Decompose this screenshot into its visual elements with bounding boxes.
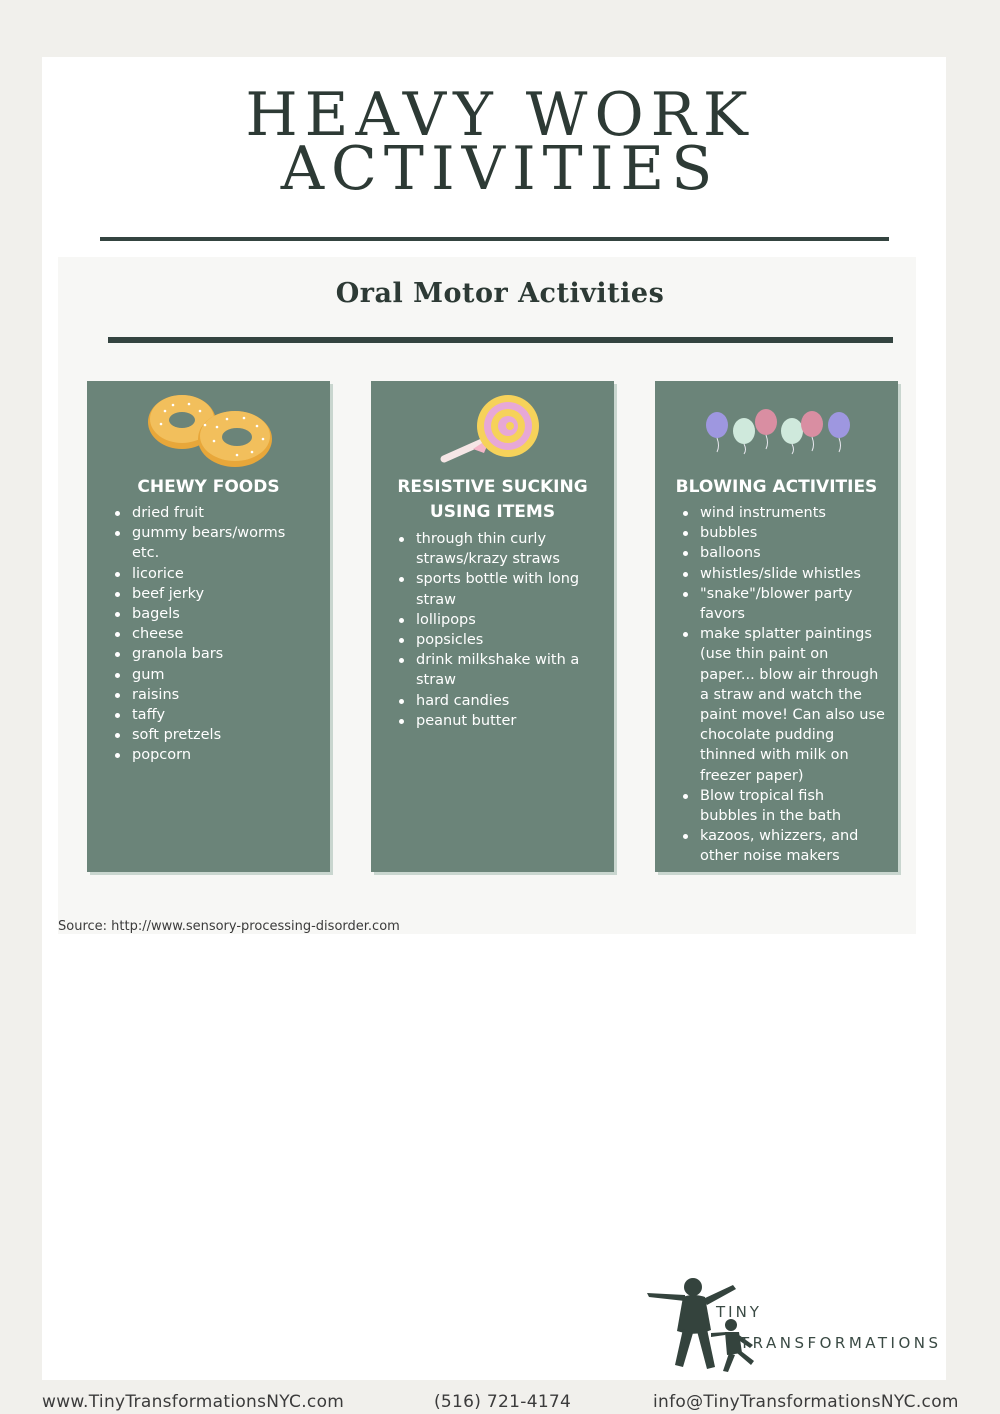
list-item: kazoos, whizzers, and other noise makers [700,826,885,866]
list-item: make splatter paintings (use thin paint on paper... blow air through a straw and watch the paint move! Can also use chocolate pudding thinned with milk on freezer paper) [700,624,885,786]
list-item: peanut butter [416,711,586,731]
source-citation: Source: http://www.sensory-processing-disorder.com [58,919,400,934]
card-list [87,503,312,766]
list-item: balloons [700,543,885,563]
list-item: drink milkshake with a straw [416,650,586,690]
list-item: raisins [132,685,312,705]
list-item: popsicles [416,630,586,650]
card-title: RESISTIVE SUCKING USING ITEMS [397,477,588,522]
lollipop-icon [371,389,614,477]
card-title: BLOWING ACTIVITIES [675,477,878,497]
page-title: HEAVY WORK ACTIVITIES [245,80,755,204]
logo-text-transformations: TRANSFORMATIONS [740,1334,942,1352]
list-item: whistles/slide whistles [700,564,885,584]
card-list [655,503,885,867]
list-item: lollipops [416,610,586,630]
list-item: beef jerky [132,584,312,604]
children-jumping-icon [645,1275,945,1375]
list-item: bubbles [700,523,885,543]
card-title: CHEWY FOODS [137,477,280,497]
list-item: bagels [132,604,312,624]
list-item: wind instruments [700,503,885,523]
list-item: granola bars [132,644,312,664]
card-blowing-activities [655,381,898,872]
bagels-icon [87,389,330,477]
footer-website[interactable]: www.TinyTransformationsNYC.com [42,1392,345,1412]
subtitle-divider [108,337,893,343]
list-item: cheese [132,624,312,644]
card-list [371,529,586,731]
list-item: gum [132,665,312,685]
section-subtitle: Oral Motor Activities [335,278,665,309]
card-resistive-sucking [371,381,614,872]
list-item: through thin curly straws/krazy straws [416,529,586,569]
balloons-icon [655,389,898,477]
logo-text-tiny: TINY [716,1303,762,1321]
footer-phone[interactable]: (516) 721-4174 [434,1392,572,1412]
list-item: taffy [132,705,312,725]
list-item: dried fruit [132,503,312,523]
list-item: popcorn [132,745,312,765]
list-item: soft pretzels [132,725,312,745]
list-item: Blow tropical fish bubbles in the bath [700,786,885,826]
list-item: gummy bears/worms etc. [132,523,312,563]
list-item: "snake"/blower party favors [700,584,885,624]
list-item: hard candies [416,691,586,711]
card-chewy-foods [87,381,330,872]
footer-email[interactable]: info@TinyTransformationsNYC.com [653,1392,959,1412]
list-item: licorice [132,564,312,584]
title-divider [100,237,889,241]
list-item: sports bottle with long straw [416,569,586,609]
